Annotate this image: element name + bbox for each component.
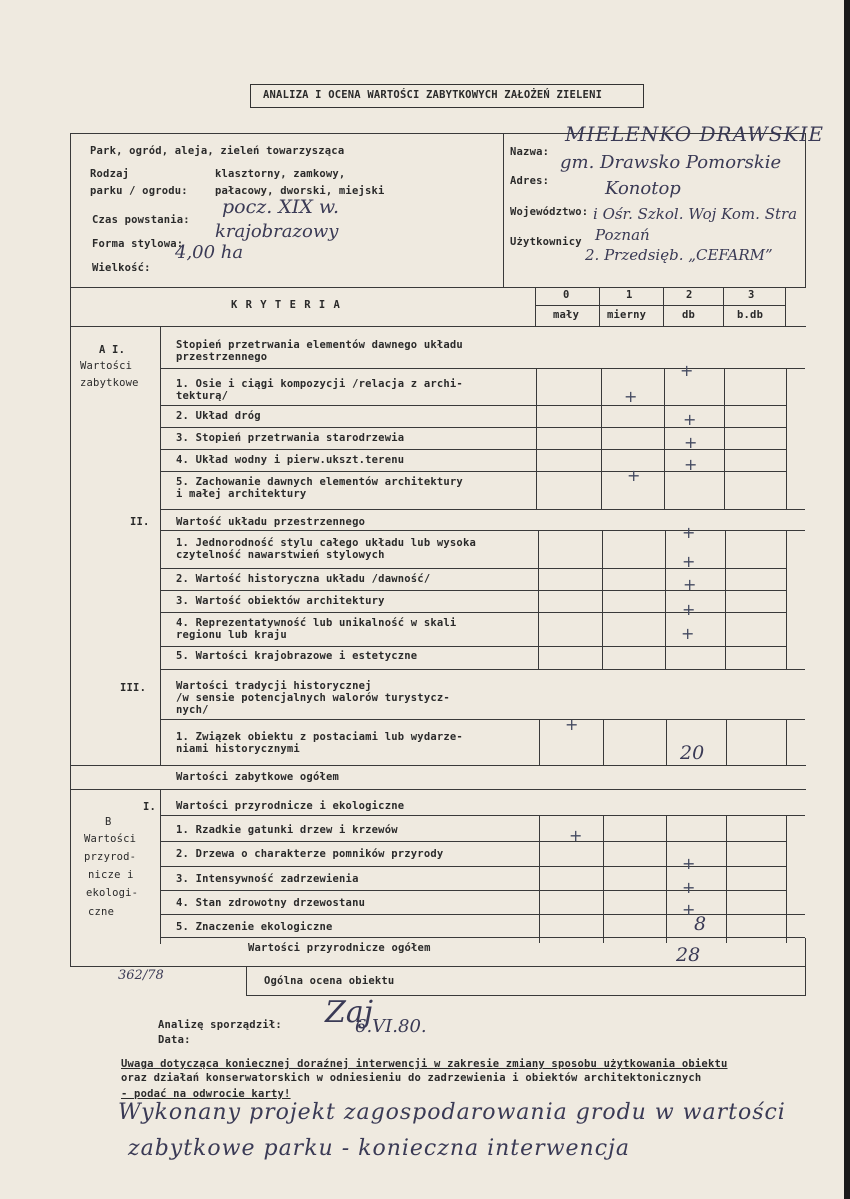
g2-row-line-4 bbox=[160, 646, 787, 647]
g1-col-4 bbox=[786, 368, 787, 510]
g1-col-3 bbox=[724, 368, 725, 510]
g3-row-line-0 bbox=[160, 719, 805, 720]
g1-item-2: 2. Układ dróg bbox=[176, 410, 261, 422]
b-col-2 bbox=[666, 815, 667, 943]
score-3: 3 bbox=[748, 289, 755, 301]
mark-g2-4-db: + bbox=[681, 624, 695, 643]
uzyt-value-2: 2. Przedsięb. „CEFARM” bbox=[585, 246, 773, 264]
section-a-name-1: Wartości bbox=[80, 360, 133, 372]
mark-g1-5-mierny: + bbox=[627, 466, 641, 485]
mark-g3-1-maly: + bbox=[565, 715, 579, 734]
g1-col-1 bbox=[601, 368, 602, 510]
g2-col-0 bbox=[538, 530, 539, 670]
g1-row-line-0 bbox=[160, 368, 805, 369]
g3-col-4 bbox=[786, 719, 787, 765]
b-item-2: 2. Drzewa o charakterze pomników przyrody bbox=[176, 848, 444, 860]
summary-left-line bbox=[246, 966, 247, 996]
score-divider bbox=[535, 305, 786, 306]
group3-title-3: nych/ bbox=[176, 704, 209, 716]
g3-item-1-l2: niami historycznymi bbox=[176, 743, 300, 755]
uwaga-line-3: - podać na odwrocie karty! bbox=[121, 1088, 291, 1100]
wielkosc-label: Wielkość: bbox=[92, 262, 151, 274]
b-item-3: 3. Intensywność zadrzewienia bbox=[176, 873, 359, 885]
group2-title: Wartość układu przestrzennego bbox=[176, 516, 366, 528]
section-b-name-2: Wartości bbox=[84, 833, 137, 845]
g3-col-0 bbox=[539, 719, 540, 765]
col-line-2 bbox=[663, 287, 664, 327]
uzyt-value-1: Poznań bbox=[595, 226, 650, 244]
rodzaj-options-1: klasztorny, zamkowy, bbox=[215, 168, 346, 180]
g1-row-line-1 bbox=[160, 405, 787, 406]
mark-b-3-db: + bbox=[682, 878, 696, 897]
col-line-0 bbox=[535, 287, 536, 327]
g2-item-4-l2: regionu lub kraju bbox=[176, 629, 287, 641]
g1-item-3: 3. Stopień przetrwania starodrzewia bbox=[176, 432, 405, 444]
rodzaj-label: Rodzaj bbox=[90, 168, 130, 180]
col-line-3 bbox=[723, 287, 724, 327]
section-b-name-1: B bbox=[105, 816, 112, 828]
mark-g1-1-mierny: + bbox=[624, 387, 638, 406]
score-2: 2 bbox=[686, 289, 693, 301]
b-col-0 bbox=[539, 815, 540, 943]
g1-item-1-l1: 1. Osie i ciągi kompozycji /relacja z archi- bbox=[176, 378, 463, 390]
mark-b-4-db: + bbox=[682, 900, 696, 919]
g2-item-1-l1: 1. Jednorodność stylu całego układu lub wysoka bbox=[176, 537, 476, 549]
group3-title-1: Wartości tradycji historycznej bbox=[176, 680, 372, 692]
b-col-3 bbox=[726, 815, 727, 943]
mark-g2-1b-db: + bbox=[682, 552, 696, 571]
mark-b-1-maly: + bbox=[569, 826, 583, 845]
section-b-bottom bbox=[70, 966, 806, 967]
g3-col-1 bbox=[603, 719, 604, 765]
g1-item-5-l1: 5. Zachowanie dawnych elementów architektury bbox=[176, 476, 463, 488]
g1-col-2 bbox=[664, 368, 665, 510]
mark-g1-2-db: + bbox=[683, 410, 697, 429]
section-a-name-2: zabytkowe bbox=[80, 377, 139, 389]
mark-b-2-db: + bbox=[682, 854, 696, 873]
uwaga-line-1: Uwaga dotycząca koniecznej doraźnej interwencji w zakresie zmiany sposobu użytkowania obiektu bbox=[121, 1058, 728, 1070]
mark-g1-3-db: + bbox=[684, 433, 698, 452]
kryteria-bottom bbox=[70, 326, 806, 327]
score-label-3: b.db bbox=[737, 309, 764, 321]
g1-item-5-l2: i małej architektury bbox=[176, 488, 307, 500]
col-line-1 bbox=[599, 287, 600, 327]
section-a-total-value: 20 bbox=[680, 742, 705, 764]
score-label-2: db bbox=[682, 309, 696, 321]
nazwa-value: MIELENKO DRAWSKIE bbox=[565, 122, 824, 146]
b-item-4: 4. Stan zdrowotny drzewostanu bbox=[176, 897, 366, 909]
g1-item-4: 4. Układ wodny i pierw.ukszt.terenu bbox=[176, 454, 405, 466]
b-row-line-5 bbox=[160, 937, 805, 938]
forma-label: Forma stylowa: bbox=[92, 238, 184, 250]
g2-item-1-l2: czytelność nawarstwień stylowych bbox=[176, 549, 385, 561]
g2-item-2: 2. Wartość historyczna układu /dawność/ bbox=[176, 573, 431, 585]
g2-col-1 bbox=[602, 530, 603, 670]
page-edge bbox=[844, 0, 850, 1199]
col-line-4 bbox=[785, 287, 786, 327]
section-a-total-label: Wartości zabytkowe ogółem bbox=[176, 771, 340, 783]
b-col-4 bbox=[786, 815, 787, 943]
note-line-2: zabytkowe parku - konieczna interwencja bbox=[128, 1136, 630, 1161]
uwaga-line-2: oraz działań konserwatorskich w odniesieniu do zadrzewienia i obiektów architektonicznych bbox=[121, 1072, 702, 1084]
adres-label: Adres: bbox=[510, 175, 550, 187]
section-a-divider bbox=[160, 326, 161, 766]
woj-value: i Ośr. Szkol. Woj Kom. Stra bbox=[593, 205, 798, 223]
group1-title-1: Stopień przetrwania elementów dawnego układu bbox=[176, 339, 463, 351]
b-row-line-4 bbox=[160, 914, 805, 915]
score-label-1: mierny bbox=[607, 309, 647, 321]
section-a-roman-3: III. bbox=[120, 682, 147, 694]
g1-col-0 bbox=[536, 368, 537, 510]
b-row-line-1 bbox=[160, 841, 787, 842]
g2-col-2 bbox=[665, 530, 666, 670]
g2-row-line-5 bbox=[160, 669, 805, 670]
g2-col-3 bbox=[725, 530, 726, 670]
g2-item-4-l1: 4. Reprezentatywność lub unikalność w skali bbox=[176, 617, 457, 629]
adres-value-1: gm. Drawsko Pomorskie bbox=[560, 152, 782, 173]
czas-value: pocz. XIX w. bbox=[222, 196, 339, 218]
g1-item-1-l2: tekturą/ bbox=[176, 390, 229, 402]
czas-label: Czas powstania: bbox=[92, 214, 190, 226]
score-label-0: mały bbox=[553, 309, 580, 321]
uzyt-label: Użytkowniсy bbox=[510, 236, 582, 248]
woj-label: Województwo: bbox=[510, 206, 589, 218]
section-a-roman-2: II. bbox=[130, 516, 150, 528]
section-b-name-4: nicze i bbox=[88, 869, 134, 881]
adres-value-2: Konotop bbox=[605, 178, 681, 199]
g3-col-3 bbox=[726, 719, 727, 765]
mark-g2-2-db: + bbox=[683, 575, 697, 594]
section-b-name-6: czne bbox=[88, 906, 115, 918]
group3-title-2: /w sensie potencjalnych walorów turystycz- bbox=[176, 692, 450, 704]
score-0: 0 bbox=[563, 289, 570, 301]
b-row-line-0 bbox=[160, 815, 805, 816]
summary-right-line bbox=[805, 938, 806, 996]
forma-value: krajobrazowy bbox=[215, 221, 339, 242]
g2-row-line-0 bbox=[160, 530, 805, 531]
section-a-bottom bbox=[70, 765, 806, 766]
page-title: ANALIZA I OCENA WARTOŚCI ZABYTKOWYCH ZAŁOŻEŃ ZIELENI bbox=[263, 89, 603, 101]
g2-col-4 bbox=[786, 530, 787, 670]
date-value: 6.VI.80. bbox=[355, 1016, 427, 1037]
analize-label: Analizę sporządził: bbox=[158, 1019, 282, 1031]
section-b-roman: I. bbox=[143, 801, 157, 813]
mark-g2-1a-db: + bbox=[682, 523, 696, 542]
section-a-roman: A I. bbox=[99, 344, 126, 356]
signature: Zaj bbox=[325, 995, 374, 1030]
frame-left bbox=[70, 133, 71, 967]
g3-col-2 bbox=[666, 719, 667, 765]
header-bottom bbox=[70, 287, 806, 288]
g2-item-5: 5. Wartości krajobrazowe i estetyczne bbox=[176, 650, 418, 662]
g2-item-3: 3. Wartość obiektów architektury bbox=[176, 595, 385, 607]
ref-number: 362/78 bbox=[118, 968, 164, 983]
b-item-5: 5. Znaczenie ekologiczne bbox=[176, 921, 333, 933]
section-b-group-title: Wartości przyrodnicze i ekologiczne bbox=[176, 800, 405, 812]
score-1: 1 bbox=[626, 289, 633, 301]
group1-title-2: przestrzennego bbox=[176, 351, 268, 363]
nazwa-label: Nazwa: bbox=[510, 146, 550, 158]
section-b-total-label: Wartości przyrodnicze ogółem bbox=[248, 942, 431, 954]
g3-item-1-l1: 1. Związek obiektu z postaciami lub wydarze- bbox=[176, 731, 463, 743]
g1-row-line-5 bbox=[160, 509, 805, 510]
kryteria-label: K R Y T E R I A bbox=[231, 299, 341, 311]
mark-g2-3-db: + bbox=[682, 600, 696, 619]
note-line-1: Wykonany projekt zagospodarowania grodu w wartości bbox=[118, 1100, 786, 1125]
mark-g1-4-db: + bbox=[684, 455, 698, 474]
section-b-total-value: 28 bbox=[676, 944, 701, 966]
b-item-1: 1. Rzadkie gatunki drzew i krzewów bbox=[176, 824, 398, 836]
data-label: Data: bbox=[158, 1034, 191, 1046]
section-b-name-3: przyrod- bbox=[84, 851, 137, 863]
rodzaj-options-2: pałacowy, dworski, miejski bbox=[215, 185, 385, 197]
parku-label: parku / ogrodu: bbox=[90, 185, 188, 197]
mark-g1-1-db: + bbox=[680, 361, 694, 380]
section-b-name-5: ekologi- bbox=[86, 887, 139, 899]
section-a-total-bottom bbox=[70, 789, 806, 790]
header-divider bbox=[503, 133, 504, 288]
wielkosc-value: 4,00 ha bbox=[175, 242, 244, 263]
type-label: Park, ogród, aleja, zieleń towarzysząca bbox=[90, 145, 345, 157]
ogolna-label: Ogólna ocena obiektu bbox=[264, 975, 395, 987]
b-col-1 bbox=[603, 815, 604, 943]
b-eco-value: 8 bbox=[694, 913, 707, 935]
frame-right-top bbox=[805, 133, 806, 288]
